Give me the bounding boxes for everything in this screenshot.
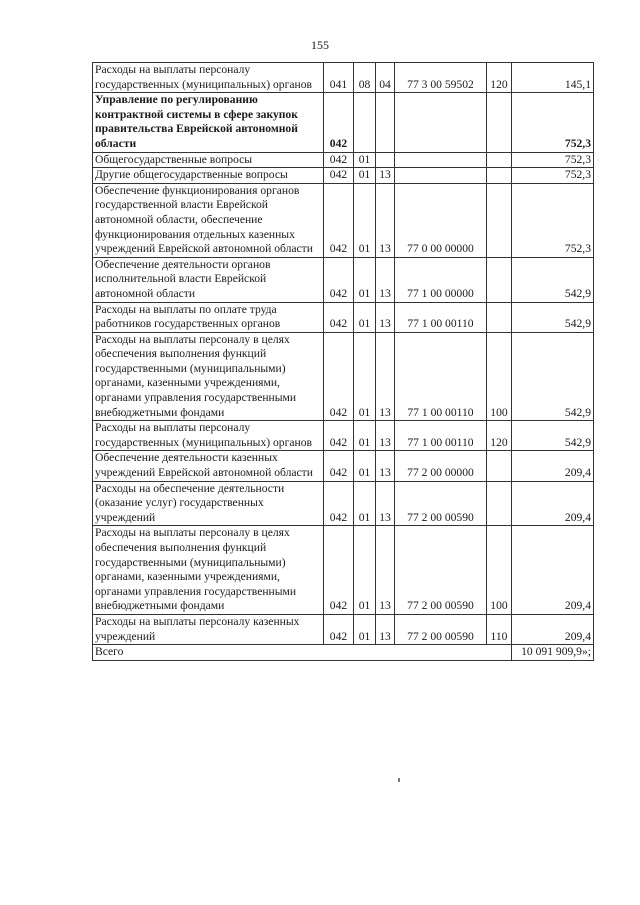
row-name: Расходы на выплаты персоналу в целях обеспечения выполнения функций государственными (муниципальными) органами, казенными учреждениями, органами управления государственными внебюджетными фондами — [93, 332, 324, 421]
row-name: Другие общегосударственные вопросы — [93, 168, 324, 184]
amount: 752,3 — [512, 183, 594, 257]
section-code: 01 — [354, 168, 376, 184]
expense-type-code: 100 — [487, 526, 512, 615]
table-row — [93, 257, 594, 302]
program-code: 77 2 00 00590 — [395, 526, 487, 615]
ministry-code: 042 — [324, 332, 354, 421]
section-code: 01 — [354, 481, 376, 526]
amount: 752,3 — [512, 93, 594, 152]
expense-type-code: 100 — [487, 332, 512, 421]
ministry-code: 042 — [324, 168, 354, 184]
row-name: Общегосударственные вопросы — [93, 152, 324, 168]
section-code: 01 — [354, 614, 376, 644]
section-code: 08 — [354, 63, 376, 93]
ministry-code: 042 — [324, 421, 354, 451]
expense-type-code — [487, 451, 512, 481]
expense-type-code — [487, 257, 512, 302]
budget-table — [92, 62, 594, 661]
subsection-code: 13 — [376, 481, 395, 526]
expense-type-code — [487, 183, 512, 257]
subsection-code: 13 — [376, 421, 395, 451]
program-code: 77 1 00 00110 — [395, 421, 487, 451]
amount: 209,4 — [512, 614, 594, 644]
program-code — [395, 168, 487, 184]
section-code — [354, 93, 376, 152]
subsection-code: 13 — [376, 183, 395, 257]
program-code: 77 2 00 00590 — [395, 614, 487, 644]
ministry-code: 042 — [324, 614, 354, 644]
ministry-code: 041 — [324, 63, 354, 93]
section-code: 01 — [354, 451, 376, 481]
table-row — [93, 152, 594, 168]
program-code: 77 1 00 00110 — [395, 302, 487, 332]
row-name: Расходы на выплаты персоналу государственных (муниципальных) органов — [93, 63, 324, 93]
program-code — [395, 152, 487, 168]
row-name: Расходы на выплаты персоналу казенных учреждений — [93, 614, 324, 644]
program-code: 77 2 00 00000 — [395, 451, 487, 481]
ministry-code: 042 — [324, 451, 354, 481]
row-name: Обеспечение функционирования органов государственной власти Еврейской автономной области, обеспечение функционирования отдельных казенных учреждений Еврейской автономной области — [93, 183, 324, 257]
table-row — [93, 332, 594, 421]
table-row — [93, 183, 594, 257]
program-code: 77 2 00 00590 — [395, 481, 487, 526]
table-row — [93, 481, 594, 526]
subsection-code: 13 — [376, 332, 395, 421]
row-name: Расходы на выплаты персоналу государственных (муниципальных) органов — [93, 421, 324, 451]
row-name: Обеспечение деятельности органов исполнительной власти Еврейской автономной области — [93, 257, 324, 302]
subsection-code: 04 — [376, 63, 395, 93]
scan-mark — [398, 778, 400, 782]
section-code: 01 — [354, 421, 376, 451]
table-row — [93, 421, 594, 451]
table-row — [93, 63, 594, 93]
total-label: Всего — [93, 645, 512, 661]
expense-type-code — [487, 93, 512, 152]
expense-type-code: 120 — [487, 63, 512, 93]
program-code: 77 0 00 00000 — [395, 183, 487, 257]
expense-type-code: 120 — [487, 421, 512, 451]
subsection-code: 13 — [376, 257, 395, 302]
amount: 209,4 — [512, 481, 594, 526]
section-code: 01 — [354, 526, 376, 615]
subsection-code: 13 — [376, 614, 395, 644]
ministry-code: 042 — [324, 481, 354, 526]
expense-type-code: 110 — [487, 614, 512, 644]
expense-type-code — [487, 168, 512, 184]
table-row — [93, 168, 594, 184]
section-code: 01 — [354, 183, 376, 257]
subsection-code — [376, 152, 395, 168]
ministry-code: 042 — [324, 93, 354, 152]
program-code: 77 3 00 59502 — [395, 63, 487, 93]
row-name: Расходы на обеспечение деятельности (оказание услуг) государственных учреждений — [93, 481, 324, 526]
total-amount: 10 091 909,9»; — [512, 645, 594, 661]
amount: 542,9 — [512, 302, 594, 332]
section-code: 01 — [354, 302, 376, 332]
program-code — [395, 93, 487, 152]
table-row — [93, 526, 594, 615]
amount: 209,4 — [512, 451, 594, 481]
section-code: 01 — [354, 257, 376, 302]
ministry-code: 042 — [324, 526, 354, 615]
section-code: 01 — [354, 332, 376, 421]
amount: 752,3 — [512, 168, 594, 184]
subsection-code: 13 — [376, 302, 395, 332]
subsection-code: 13 — [376, 451, 395, 481]
table-row — [93, 614, 594, 644]
expense-type-code — [487, 302, 512, 332]
program-code: 77 1 00 00000 — [395, 257, 487, 302]
subsection-code: 13 — [376, 526, 395, 615]
budget-table-body — [93, 63, 594, 661]
expense-type-code — [487, 152, 512, 168]
table-row — [93, 302, 594, 332]
ministry-code: 042 — [324, 302, 354, 332]
row-name: Обеспечение деятельности казенных учреждений Еврейской автономной области — [93, 451, 324, 481]
amount: 542,9 — [512, 421, 594, 451]
row-name: Расходы на выплаты персоналу в целях обеспечения выполнения функций государственными (муниципальными) органами, казенными учреждениями, органами управления государственными внебюджетными фондами — [93, 526, 324, 615]
amount: 145,1 — [512, 63, 594, 93]
section-code: 01 — [354, 152, 376, 168]
amount: 542,9 — [512, 332, 594, 421]
amount: 209,4 — [512, 526, 594, 615]
expense-type-code — [487, 481, 512, 526]
amount: 542,9 — [512, 257, 594, 302]
table-row — [93, 93, 594, 152]
table-row — [93, 451, 594, 481]
row-name: Расходы на выплаты по оплате труда работников государственных органов — [93, 302, 324, 332]
ministry-code: 042 — [324, 152, 354, 168]
ministry-code: 042 — [324, 183, 354, 257]
subsection-code — [376, 93, 395, 152]
subsection-code: 13 — [376, 168, 395, 184]
amount: 752,3 — [512, 152, 594, 168]
program-code: 77 1 00 00110 — [395, 332, 487, 421]
row-name: Управление по регулированию контрактной системы в сфере закупок правительства Еврейской автономной области — [93, 93, 324, 152]
ministry-code: 042 — [324, 257, 354, 302]
total-row — [93, 645, 594, 661]
page-number: 155 — [311, 38, 329, 52]
